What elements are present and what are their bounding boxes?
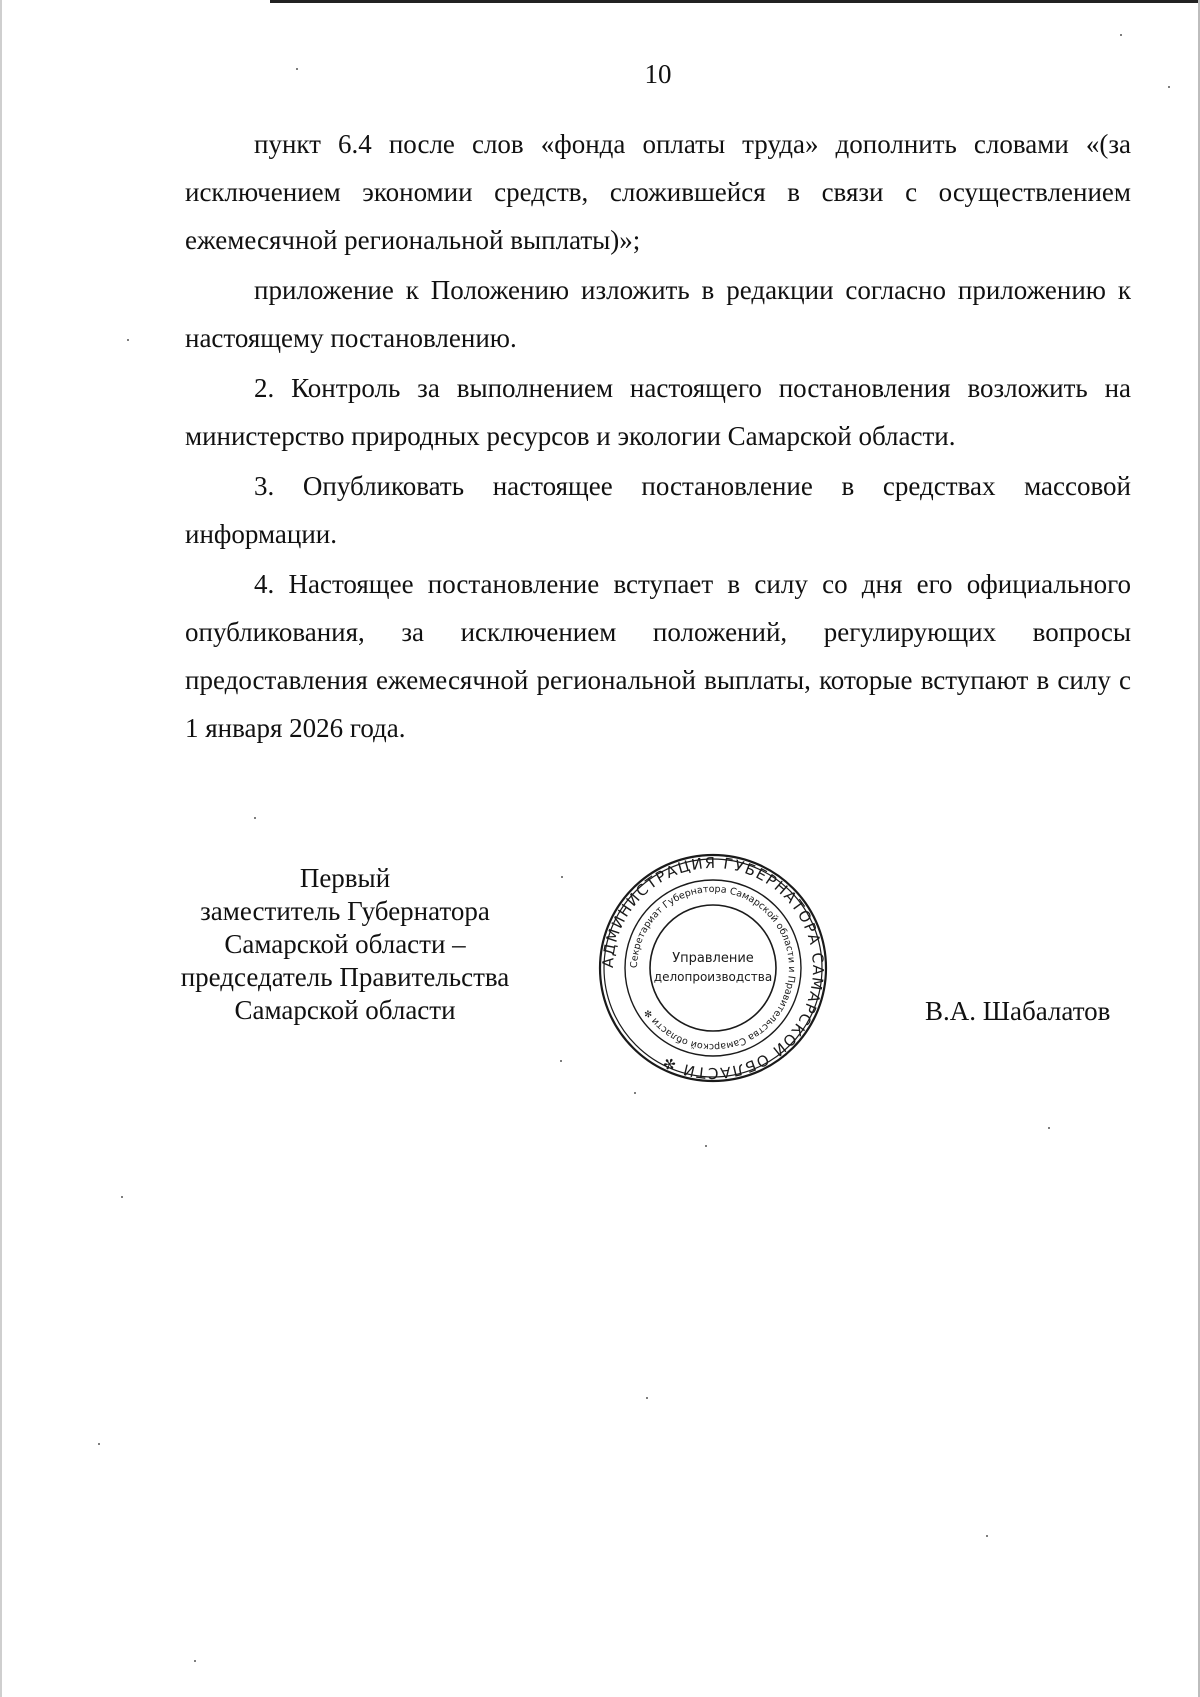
position-line: Самарской области –	[224, 929, 466, 959]
paragraph-item-4: 4. Настоящее постановление вступает в силу со дня его официального опубликования, за исключением положений, регулирующих вопросы предоставления ежемесячной региональной выплаты, которые вступают в силу с 1 января 2026 года.	[185, 569, 1131, 743]
paragraph-amendment-6-4: пункт 6.4 после слов «фонда оплаты труда» дополнить словами «(за исключением экономии средств, сложившейся в связи с осуществлением ежемесячной региональной выплаты)»;	[185, 129, 1131, 255]
paragraph-item-2: 2. Контроль за выполнением настоящего постановления возложить на министерство природных ресурсов и экологии Самарской области.	[185, 373, 1131, 451]
signatory-name: В.А. Шабалатов	[925, 996, 1111, 1026]
scan-speck	[705, 1145, 707, 1147]
scan-speck	[127, 339, 129, 341]
seal-graphic	[597, 852, 829, 1084]
scan-speck	[1120, 34, 1122, 36]
position-line: Самарской области	[234, 995, 456, 1025]
signatory-position	[150, 862, 540, 1027]
scan-speck	[561, 876, 563, 878]
paragraph-appendix: приложение к Положению изложить в редакции согласно приложению к настоящему постановлению.	[185, 275, 1131, 353]
paragraph-item-3: 3. Опубликовать настоящее постановление в средствах массовой информации.	[185, 471, 1131, 549]
scan-speck	[296, 68, 298, 70]
scan-edge-top	[270, 0, 1200, 3]
seal-inner-text: Секретариат Губернатора Самарской области и Правительства Самарской области ✻	[628, 883, 798, 1053]
scan-speck	[1168, 86, 1170, 88]
official-seal	[597, 852, 829, 1084]
page-number: 10	[644, 59, 672, 89]
seal-outer-text: АДМИНИСТРАЦИЯ ГУБЕРНАТОРА САМАРСКОЙ ОБЛАСТИ ✻	[598, 853, 828, 1083]
document-body	[185, 120, 1131, 754]
scan-speck	[646, 1397, 648, 1399]
position-line: председатель Правительства	[180, 962, 510, 992]
scan-speck	[634, 1092, 636, 1094]
scan-speck	[254, 817, 256, 819]
scan-speck	[121, 1196, 123, 1198]
scan-speck	[986, 1535, 988, 1537]
seal-center-line: делопроизводства	[653, 970, 773, 984]
scan-speck	[194, 1660, 196, 1662]
position-line: Первый	[299, 863, 391, 893]
scan-speck	[98, 1443, 100, 1445]
seal-center-line: Управление	[672, 951, 754, 966]
position-line: заместитель Губернатора	[200, 896, 490, 926]
scan-speck	[1048, 1127, 1050, 1129]
scan-edge-left	[0, 0, 2, 1697]
scan-speck	[560, 1060, 562, 1062]
